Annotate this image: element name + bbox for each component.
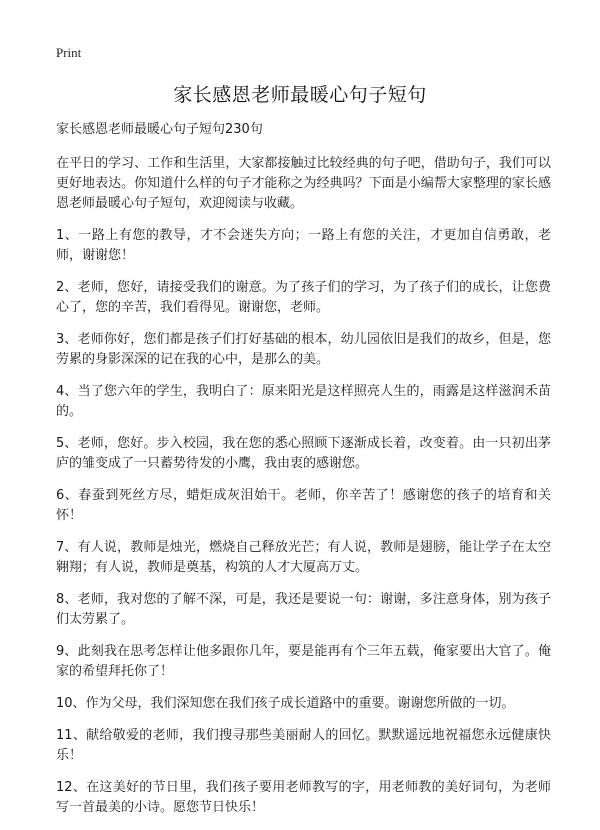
page-title: 家长感恩老师最暖心句子短句 <box>173 84 427 106</box>
document-body <box>56 120 551 830</box>
quote-item-2: 2、老师，您好，请接受我们的谢意。为了孩子们的学习，为了孩子们的成长，让您费心了，您的辛苦，我们看得见。谢谢您，老师。 <box>56 280 551 315</box>
quote-item-6: 6、春蚕到死丝方尽，蜡炬成灰泪始干。老师，你辛苦了！感谢您的孩子的培育和关怀！ <box>56 488 551 523</box>
quote-item-4: 4、当了您六年的学生，我明白了：原来阳光是这样照亮人生的，雨露是这样滋润禾苗的。 <box>56 384 551 419</box>
quote-item-9: 9、此刻我在思考怎样让他多跟你几年，要是能再有个三年五载，俺家要出大官了。俺家的希望拜托你了！ <box>56 644 551 679</box>
quote-item-7: 7、有人说，教师是烛光，燃烧自己释放光芒；有人说，教师是翅膀，能让学子在太空翱翔；有人说，教师是奠基，构筑的人才大厦高万丈。 <box>56 540 551 575</box>
quote-item-10: 10、作为父母，我们深知您在我们孩子成长道路中的重要。谢谢您所做的一切。 <box>56 696 515 711</box>
quote-item-11: 11、献给敬爱的老师，我们搜寻那些美丽耐人的回忆。默默遥远地祝福您永远健康快乐！ <box>56 728 551 763</box>
intro-paragraph: 在平日的学习、工作和生活里，大家都接触过比较经典的句子吧，借助句子，我们可以更好地表达。你知道什么样的句子才能称之为经典吗？下面是小编帮大家整理的家长感恩老师最暖心句子短句，欢迎阅读与收藏。 <box>56 156 551 211</box>
quote-item-3: 3、老师你好，您们都是孩子们打好基础的根本，幼儿园依旧是我们的故乡，但是，您劳累的身影深深的记在我的心中，是那么的美。 <box>56 332 551 367</box>
print-label[interactable]: Print <box>56 45 82 60</box>
quote-item-8: 8、老师，我对您的了解不深，可是，我还是要说一句：谢谢，多注意身体，别为孩子们太劳累了。 <box>56 592 551 627</box>
quote-item-1: 1、一路上有您的教导，才不会迷失方向；一路上有您的关注，才更加自信勇敢，老师，谢谢您！ <box>56 228 551 263</box>
quote-item-5: 5、老师，您好。步入校园，我在您的悉心照顾下逐渐成长着，改变着。由一只初出茅庐的雏变成了一只蓄势待发的小鹰，我由衷的感谢您。 <box>56 436 551 471</box>
quote-item-12: 12、在这美好的节日里，我们孩子要用老师教写的字，用老师教的美好词句，为老师写一首最美的小诗。愿您节日快乐！ <box>56 780 551 815</box>
document-subtitle: 家长感恩老师最暖心句子短句230句 <box>56 122 263 137</box>
